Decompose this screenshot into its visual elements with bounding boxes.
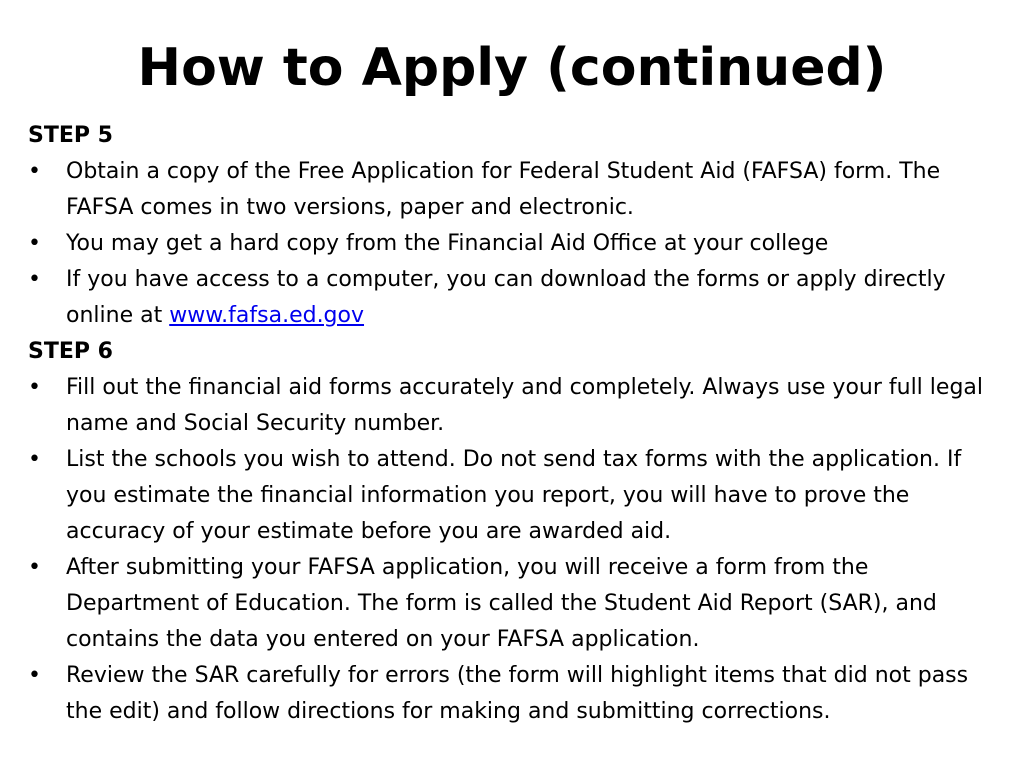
fafsa-link[interactable]: www.fafsa.ed.gov xyxy=(169,303,365,328)
bullet-text: Review the SAR carefully for errors (the form will highlight items that did not pass the edit) and follow directions for making and submitting corrections. xyxy=(66,663,969,724)
step-heading: STEP 6 xyxy=(28,339,113,364)
bullet-icon: • xyxy=(28,231,41,256)
bullet-text: Fill out the financial aid forms accurately and completely. Always use your full legal name and Social Security number. xyxy=(66,375,983,436)
bullet-text: List the schools you wish to attend. Do not send tax forms with the application. If you estimate the financial information you report, you will have to prove the accuracy of your estimate before you are awarded aid. xyxy=(66,447,962,544)
list-item xyxy=(28,658,1008,730)
list-item xyxy=(28,154,1008,226)
list-item xyxy=(28,370,1008,442)
bullet-icon: • xyxy=(28,663,41,688)
list-item xyxy=(28,262,1008,334)
list-item xyxy=(28,226,1008,262)
bullet-list xyxy=(28,154,1008,334)
list-item xyxy=(28,550,1008,658)
bullet-icon: • xyxy=(28,555,41,580)
bullet-icon: • xyxy=(28,159,41,184)
slide-content xyxy=(28,118,1008,730)
bullet-icon: • xyxy=(28,447,41,472)
bullet-text: If you have access to a computer, you can download the forms or apply directly online at xyxy=(66,267,946,328)
step-heading: STEP 5 xyxy=(28,123,113,148)
page-title: How to Apply (continued) xyxy=(137,38,887,98)
bullet-text: Obtain a copy of the Free Application for Federal Student Aid (FAFSA) form. The FAFSA comes in two versions, paper and electronic. xyxy=(66,159,941,220)
bullet-icon: • xyxy=(28,267,41,292)
list-item xyxy=(28,442,1008,550)
bullet-text: You may get a hard copy from the Financial Aid Office at your college xyxy=(66,231,829,256)
bullet-list xyxy=(28,370,1008,730)
bullet-text: After submitting your FAFSA application, you will receive a form from the Department of Education. The form is called the Student Aid Report (SAR), and contains the data you entered on your FAFSA application. xyxy=(66,555,937,652)
bullet-icon: • xyxy=(28,375,41,400)
